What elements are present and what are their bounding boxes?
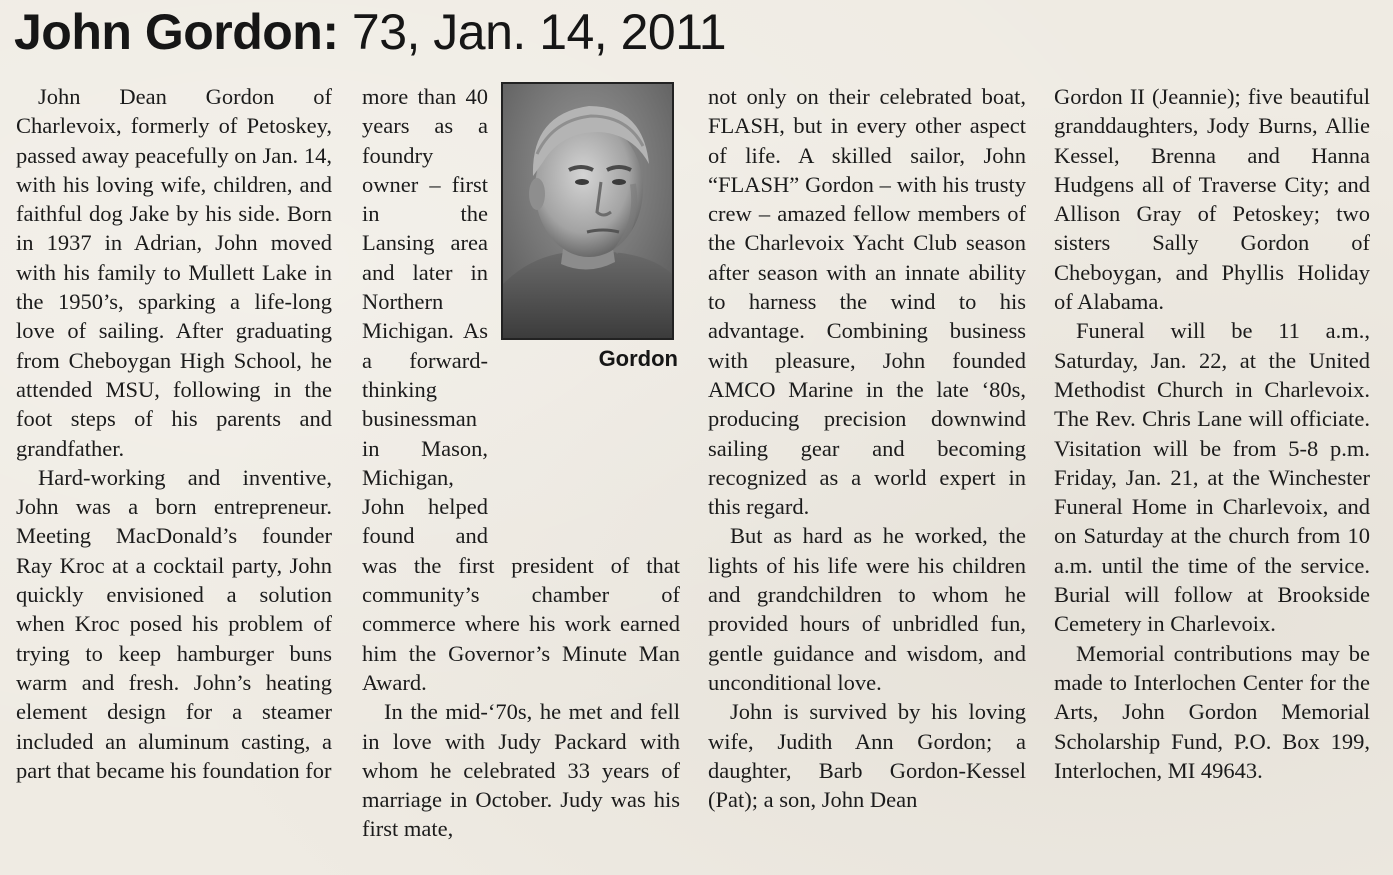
headline-name: John Gordon: — [14, 4, 339, 60]
portrait-image — [503, 84, 672, 338]
obituary-headline — [14, 0, 726, 64]
paragraph-marriage: In the mid-‘70s, he met and fell in love with Judy Packard with whom he celebrated 33 years of marriage in October. Judy was his first mate, — [362, 699, 680, 842]
paragraph-funeral: Funeral will be 11 a.m., Saturday, Jan. 22, at the United Methodist Church in Charlevoix. The Rev. Chris Lane will officiate. Visitation will be from 5-8 p.m. Friday, Jan. 21, at the Winchester Funeral Home in Charlevoix, and on Saturday at the church from 10 a.m. until the time of the service. Burial will follow at Brookside Cemetery in Charlevoix. — [1054, 318, 1370, 637]
paragraph-survivors: John is survived by his loving wife, Judith Ann Gordon; a daughter, Barb Gordon-Kessel (Pat); a son, John Dean — [708, 699, 1026, 813]
photo-caption: Gordon — [598, 346, 678, 371]
paragraph-biography: John Dean Gordon of Charlevoix, formerly of Petoskey, passed away peacefully on Jan. 14, with his loving wife, children, and faithful dog Jake by his side. Born in 1937 in Adrian, John moved with his family to Mullett Lake in the 1950’s, sparking a life-long love of sailing. After graduating from Cheboygan High School, he attended MSU, following in the foot steps of his parents and grandfather. — [16, 84, 332, 461]
article-column-3 — [708, 82, 1026, 814]
paragraph-foundry-narrow: more than 40 years as a foundry owner – first in the Lansing area and later in Northern Michigan. As a forward-thinking businessman in Mason, Michigan, John helped found and — [362, 84, 488, 549]
paragraph-family-fun: But as hard as he worked, the lights of his life were his children and grandchildren to whom he provided hours of unbridled fun, gentle guidance and wisdom, and unconditional love. — [708, 523, 1026, 695]
article-column-4 — [1054, 82, 1370, 785]
paragraph-sailing: not only on their celebrated boat, FLASH, but in every other aspect of life. A skilled sailor, John “FLASH” Gordon – with his trusty crew – amazed fellow members of the Charlevoix Yacht Club season after season with an innate ability to harness the wind to his advantage. Combining business with pleasure, John founded AMCO Marine in the late ‘80s, producing precision downwind sailing gear and becoming recognized as a world expert in this regard. — [708, 84, 1026, 520]
portrait-photo — [501, 82, 674, 340]
paragraph-survivors-continued: Gordon II (Jeannie); five beautiful granddaughters, Jody Burns, Allie Kessel, Brenna and Hanna Hudgens all of Traverse City; and Allison Gray of Petoskey; two sisters Sally Gordon of Cheboygan, and Phyllis Holiday of Alabama. — [1054, 84, 1370, 315]
article-column-1 — [16, 82, 332, 785]
paragraph-foundry-continued: was the first president of that community’s chamber of commerce where his work earned him the Governor’s Minute Man Award. — [362, 552, 680, 695]
headline-age-date: 73, Jan. 14, 2011 — [338, 4, 727, 60]
paragraph-entrepreneur: Hard-working and inventive, John was a born entrepreneur. Meeting MacDonald’s founder Ray Kroc at a cocktail party, John quickly envisioned a solution when Kroc posed his problem of trying to keep hamburger buns warm and fresh. John’s heating element design for a steamer included an aluminum casting, a part that became his foundation for — [16, 464, 332, 783]
paragraph-memorial: Memorial contributions may be made to Interlochen Center for the Arts, John Gordon Memorial Scholarship Fund, P.O. Box 199, Interlochen, MI 49643. — [1054, 640, 1370, 783]
